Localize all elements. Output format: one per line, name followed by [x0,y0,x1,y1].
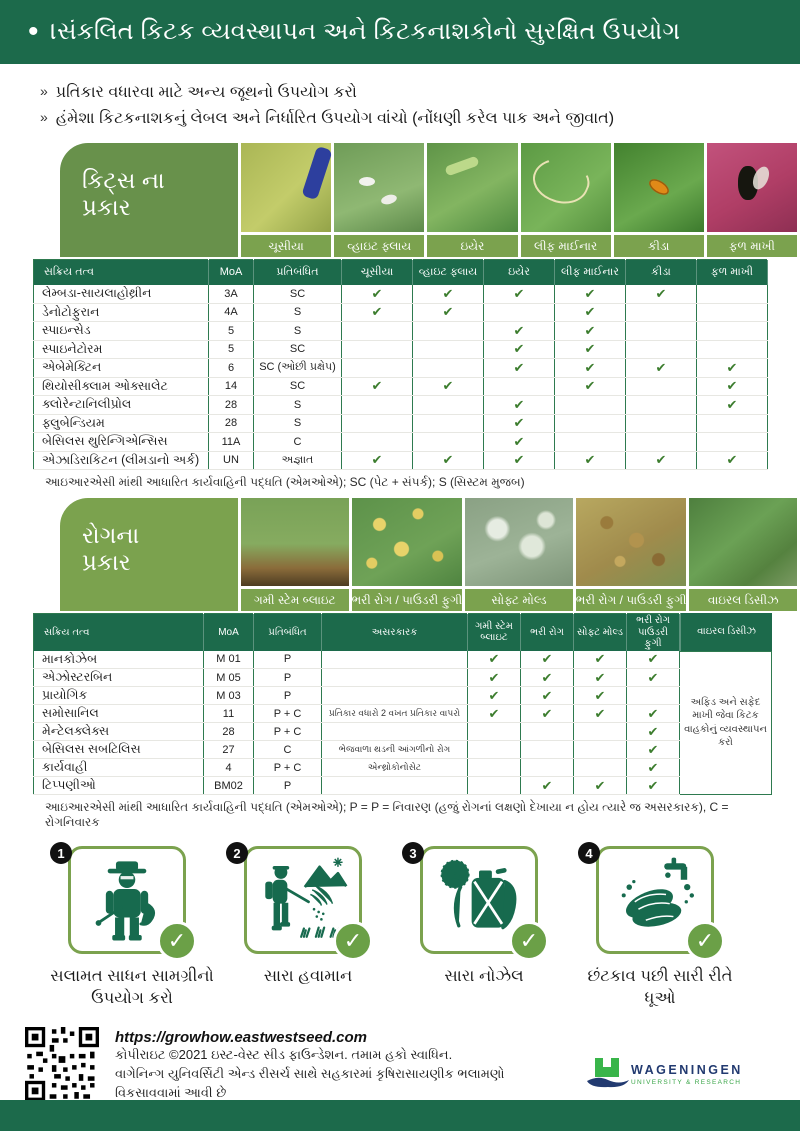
bottom-green-bar [0,1100,800,1131]
check-mark [413,414,484,433]
check-mark: ✔ [413,377,484,396]
effective-note [322,651,468,669]
check-mark [484,303,555,322]
check-mark [555,414,626,433]
check-mark [697,433,768,452]
col-viral-disease: વાઇરલ ડિસીઝ [680,613,772,651]
check-mark: ✔ [574,777,627,795]
wageningen-logo-text [631,1055,743,1086]
check-mark: ✔ [555,451,626,470]
step-good-weather [228,846,404,1009]
check-mark: ✔ [555,377,626,396]
check-mark: ✔ [697,451,768,470]
moa-value: 11 [204,705,254,723]
check-mark: ✔ [555,303,626,322]
insect-photo-label: ફળ માખી [707,232,797,257]
restricted-value: S [254,414,342,433]
check-mark [574,723,627,741]
footer-text [115,1027,505,1103]
check-mark: ✔ [697,359,768,378]
moa-value: 5 [209,322,254,341]
col-powdery-mildew: ભરી રોગ પાઉડરી ફુગી [627,614,680,651]
check-mark: ✔ [468,651,521,669]
step-wash-after-spraying [580,846,756,1009]
check-mark [413,396,484,415]
effective-note [322,777,468,795]
moa-value: M 03 [204,687,254,705]
check-mark [342,322,413,341]
check-mark: ✔ [521,705,574,723]
check-mark [413,359,484,378]
check-mark [555,396,626,415]
restricted-value: SC [254,377,342,396]
insect-photos [238,143,797,257]
insect-photo [241,143,331,232]
active-ingredient: એઝાડિરાકિટન (લીમડાનો અર્ક) [34,451,209,470]
check-mark [697,322,768,341]
restricted-value: C [254,741,322,759]
diseases-photo-band [60,498,797,611]
col-suckers: ચૂસીયા [342,260,413,285]
check-mark: ✔ [413,303,484,322]
insect-photo [427,143,517,232]
disease-photos [238,498,797,611]
col-soft-mold: સોફ્ટ મોલ્ડ [574,614,627,651]
col-effective: અસરકારક [322,614,468,651]
restricted-value: S [254,396,342,415]
check-mark [413,322,484,341]
table-row [34,285,768,304]
bullet-line [40,80,770,106]
viral-disease-column [680,613,772,795]
check-mark: ✔ [468,687,521,705]
active-ingredient: સ્પાઇનેટોરમ [34,340,209,359]
check-mark: ✔ [413,285,484,304]
disease-photo-cell [573,498,687,611]
step-number-badge: 1 [50,842,72,864]
check-mark: ✔ [574,705,627,723]
check-mark: ✔ [342,451,413,470]
check-mark [574,759,627,777]
step-number-badge: 3 [402,842,424,864]
col-restricted: પ્રતિબંધિત [254,260,342,285]
table-row [34,723,680,741]
bullet-text: પ્રતિકાર વધારવા માટે અન્ય જૂથનો ઉપયોગ કરો [55,84,357,101]
qr-code [25,1027,99,1101]
check-mark [626,322,697,341]
insect-photo-label: કીડા [614,232,704,257]
restricted-value: P + C [254,723,322,741]
check-mark [521,741,574,759]
active-ingredient: એઝોસ્ટરબિન [34,669,204,687]
wageningen-logo-icon [585,1055,631,1095]
check-mark [626,377,697,396]
table-row [34,669,680,687]
active-ingredient: પ્રાયોગિક [34,687,204,705]
fungicides-table [33,613,680,795]
table-row [34,451,768,470]
check-mark: ✔ [484,433,555,452]
moa-value: 4A [209,303,254,322]
disease-photo-cell [349,498,463,611]
check-mark [521,759,574,777]
bullet-text: હંમેશા કિટકનાશકનું લેબલ અને નિર્ધારિત ઉપયોગ વાંચો (નોંધણી કરેલ પાક અને જીવાત) [55,109,615,127]
restricted-value: P [254,651,322,669]
check-mark: ✔ [627,741,680,759]
active-ingredient: માનકોઝેબ [34,651,204,669]
table-row [34,741,680,759]
col-whitefly: વ્હાઇટ ફ્લાય [413,260,484,285]
step-label: સારા હવામાન [263,967,353,986]
check-mark: ✔ [484,322,555,341]
check-mark [626,433,697,452]
check-mark [697,303,768,322]
title-banner [0,0,800,64]
insect-photo [614,143,704,232]
active-ingredient: ટિપ્પણીઓ [34,777,204,795]
table-row [34,303,768,322]
insects-photo-band [60,143,797,257]
check-mark: ✔ [521,687,574,705]
check-mark: ✔ [627,669,680,687]
footer-line: કોપીરાઇટ ©2021 ઇસ્ટ-વેસ્ટ સીડ ફાઉન્ડેશન. તમામ હકો સ્વાધિન. [115,1047,453,1063]
table-row [34,340,768,359]
check-mark: ✔ [574,669,627,687]
insect-photo-cell [518,143,611,257]
check-mark: ✔ [574,651,627,669]
col-fruitfly: ફળ માખી [697,260,768,285]
check-mark [468,723,521,741]
col-moa: MoA [209,260,254,285]
effective-note [322,723,468,741]
table-row [34,359,768,378]
moa-value: M 05 [204,669,254,687]
table-row [34,759,680,777]
logo-title: WAGENINGEN [631,1063,743,1078]
fungicides-header-row [34,614,680,651]
intro-bullets [40,80,770,131]
check-mark [697,414,768,433]
moa-value: UN [209,451,254,470]
insect-photo-label: ઇયેર [427,232,517,257]
table-row [34,322,768,341]
wageningen-logo [585,1055,775,1103]
active-ingredient: બેસિલસ સબટિલિસ [34,741,204,759]
active-ingredient: ડેનોટોફુરાન [34,303,209,322]
col-downy-mildew: ભરી રોગ [521,614,574,651]
insect-photo-label: વ્હાઇટ ફ્લાય [334,232,424,257]
check-mark: ✔ [484,451,555,470]
disease-photo-cell [686,498,797,611]
check-mark [555,433,626,452]
active-ingredient: એબેમેક્ટિન [34,359,209,378]
check-mark: ✔ [484,414,555,433]
check-mark: ✔ [413,451,484,470]
restricted-value: P [254,777,322,795]
active-ingredient: બેસિલસ થુરિન્ગિએન્સિસ [34,433,209,452]
page-title: ।સંકલિત કિટક વ્યવસ્થાપન અને કિટકનાશકોનો સુરક્ષિત ઉપયોગ [50,18,681,45]
check-mark: ✔ [555,340,626,359]
check-mark: ✔ [521,669,574,687]
step-box [596,846,714,954]
restricted-value: S [254,322,342,341]
restricted-value: S [254,303,342,322]
moa-value: 14 [209,377,254,396]
check-mark: ✔ [484,359,555,378]
moa-value: BM02 [204,777,254,795]
disease-photo [465,498,573,586]
insecticides-header-row [34,260,768,285]
col-active-ingredient: સક્રિય તત્વ [34,614,204,651]
insect-photo-cell [331,143,424,257]
table-row [34,705,680,723]
table-row [34,777,680,795]
check-mark [413,340,484,359]
check-mark: ✔ [627,723,680,741]
restricted-value: P [254,687,322,705]
col-active-ingredient: સક્રિય તત્વ [34,260,209,285]
check-mark [413,433,484,452]
check-mark [342,359,413,378]
col-beetle: કીડા [626,260,697,285]
check-mark [697,285,768,304]
disease-photo [241,498,349,586]
check-mark [574,741,627,759]
step-number-badge: 2 [226,842,248,864]
check-mark: ✔ [468,705,521,723]
disease-photo-cell [462,498,573,611]
check-mark [342,414,413,433]
insect-photo-label: ચૂસીયા [241,232,331,257]
insect-photo-cell [424,143,517,257]
disease-photo-label: સોફ્ટ મોલ્ડ [465,586,573,611]
chevron-bullet-icon: » [40,108,48,125]
check-mark [627,687,680,705]
fungicides-footnote: આઇઆરએસી માંથી આધારિત કાર્યવાહિની પદ્ધતિ (એમઓએ); P = P = નિવારણ (હજું રોગનાં લક્ષણો દેખાયા ન હોય ત્યારે જ અસરકારક), C = રોગનિવારક [45,800,729,830]
disease-photo-label: ગમી સ્ટેમ બ્લાઇટ [241,586,349,611]
check-circle-icon: ✓ [509,921,549,961]
active-ingredient: મેન્ટેલક્લેક્સ [34,723,204,741]
check-mark: ✔ [626,451,697,470]
table-row [34,433,768,452]
effective-note [322,687,468,705]
footer-line: વાગેનિન્ગ યુનિવર્સિટી એન્ડ રીસર્ચ સાથે સહકારમાં કૃષિરાસાયણીક ભલામણો [115,1065,505,1081]
restricted-value: SC (ઓછી પ્રક્ષેપ) [254,359,342,378]
moa-value: 28 [204,723,254,741]
disease-photo [352,498,463,586]
restricted-value: P + C [254,759,322,777]
active-ingredient: લેમ્બડા-સાયલાહોથ્રીન [34,285,209,304]
step-box [420,846,538,954]
step-label: સારા નોઝેલ [444,967,524,986]
restricted-value: C [254,433,342,452]
restricted-value: અજ્ઞાત [254,451,342,470]
moa-value: 28 [209,396,254,415]
fungicides-table-wrap [33,613,800,795]
check-circle-icon: ✓ [157,921,197,961]
check-mark: ✔ [627,651,680,669]
footer-url-link[interactable]: https://growhow.eastwestseed.com [115,1029,367,1047]
step-label: સલામત સાધન સામગ્રીનો ઉપયોગ કરો [50,967,214,1007]
active-ingredient: થિયોસીક્લામ ઓક્સાલેટ [34,377,209,396]
table-row [34,377,768,396]
check-mark [626,340,697,359]
disease-photo [689,498,797,586]
table-row [34,651,680,669]
moa-value: 4 [204,759,254,777]
check-mark [468,741,521,759]
insecticides-table [33,259,768,470]
disease-photo [576,498,687,586]
insects-section-title: કિટ્સ ના પ્રકાર [60,143,238,257]
effective-note: પ્રતિકાર વધારો 2 વખત પ્રતિકાર વાપરો [322,705,468,723]
check-mark: ✔ [484,340,555,359]
moa-value: 6 [209,359,254,378]
insect-photo-cell [611,143,704,257]
active-ingredient: ક્લોરેન્ટાનિલીપ્રોલ [34,396,209,415]
table-row [34,396,768,415]
check-mark: ✔ [626,359,697,378]
moa-value: 27 [204,741,254,759]
check-mark: ✔ [521,651,574,669]
step-box [68,846,186,954]
title-bullet-icon: • [28,15,39,48]
chevron-bullet-icon: » [40,83,48,99]
check-mark: ✔ [484,285,555,304]
diseases-section-title: રોગના પ્રકાર [60,498,238,611]
step-label: છંટકાવ પછી સારી રીતે ધૂઓ [587,967,733,1007]
check-mark [468,759,521,777]
viral-disease-note: અફિડ અને સફેદ માખી જેવા કિટક વાહકોનું વ્યવસ્થાપન કરો [680,651,772,796]
col-moa: MoA [204,614,254,651]
check-mark: ✔ [342,285,413,304]
moa-value: 11A [209,433,254,452]
insect-photo [521,143,611,232]
effective-note: એન્થ્રોકોનોસેટ [322,759,468,777]
check-mark: ✔ [627,759,680,777]
restricted-value: P + C [254,705,322,723]
restricted-value: SC [254,285,342,304]
check-mark [521,723,574,741]
check-mark: ✔ [555,322,626,341]
col-leafminer: લીફ માઈનાર [555,260,626,285]
check-circle-icon: ✓ [333,921,373,961]
footer-line: વિકસાવવામાં આવી છે [115,1084,227,1100]
check-mark [697,340,768,359]
check-mark: ✔ [627,705,680,723]
check-mark: ✔ [574,687,627,705]
check-mark: ✔ [627,777,680,795]
check-mark: ✔ [626,285,697,304]
check-circle-icon: ✓ [685,921,725,961]
check-mark [626,414,697,433]
disease-photo-label: ભરી રોગ / પાઉડરી ફુગી [352,586,463,611]
logo-subtitle: UNIVERSITY & RESEARCH [631,1079,742,1087]
table-row [34,414,768,433]
disease-photo-cell [238,498,349,611]
check-mark [626,303,697,322]
step-number-badge: 4 [578,842,600,864]
disease-photo-label: ભરી રોગ / પાઉડરી ફુગી [576,586,687,611]
moa-value: 28 [209,414,254,433]
col-caterpillar: ઇયેર [484,260,555,285]
check-mark: ✔ [697,396,768,415]
check-mark: ✔ [342,303,413,322]
check-mark: ✔ [342,377,413,396]
effective-note [322,669,468,687]
step-good-nozzle [404,846,580,1009]
insect-photo-cell [704,143,797,257]
insect-photo [334,143,424,232]
active-ingredient: સ્પાઇન્સેડ [34,322,209,341]
step-safe-equipment [52,846,228,1009]
check-mark: ✔ [468,669,521,687]
insecticides-footnote: આઇઆરએસી માંથી આધારિત કાર્યવાહિની પદ્ધતિ (એમઓએ); SC (પેટ + સંપર્ક); S (સિસ્ટમ મુજબ) [45,475,525,490]
restricted-value: P [254,669,322,687]
restricted-value: SC [254,340,342,359]
active-ingredient: સમોસાનિલ [34,705,204,723]
safety-steps [52,846,770,1009]
step-box [244,846,362,954]
moa-value: 5 [209,340,254,359]
insect-photo-cell [238,143,331,257]
check-mark [484,377,555,396]
check-mark: ✔ [697,377,768,396]
bullet-line [40,106,770,132]
active-ingredient: કાર્યવાહી [34,759,204,777]
footer [25,1027,775,1103]
active-ingredient: ફ્લુબેન્ડિયમ [34,414,209,433]
table-row [34,687,680,705]
check-mark [342,433,413,452]
moa-value: 3A [209,285,254,304]
insect-photo-label: લીફ માઈનાર [521,232,611,257]
check-mark: ✔ [484,396,555,415]
check-mark [468,777,521,795]
moa-value: M 01 [204,651,254,669]
col-restricted: પ્રતિબંધિત [254,614,322,651]
effective-note: ભેજવાળા થડની આંગળીનો રોગ [322,741,468,759]
insect-photo [707,143,797,232]
col-gummy-stem-blight: ગમી સ્ટેમ બ્લાઇટ [468,614,521,651]
check-mark [342,340,413,359]
check-mark [342,396,413,415]
check-mark: ✔ [521,777,574,795]
check-mark: ✔ [555,359,626,378]
check-mark: ✔ [555,285,626,304]
check-mark [626,396,697,415]
disease-photo-label: વાઇરલ ડિસીઝ [689,586,797,611]
